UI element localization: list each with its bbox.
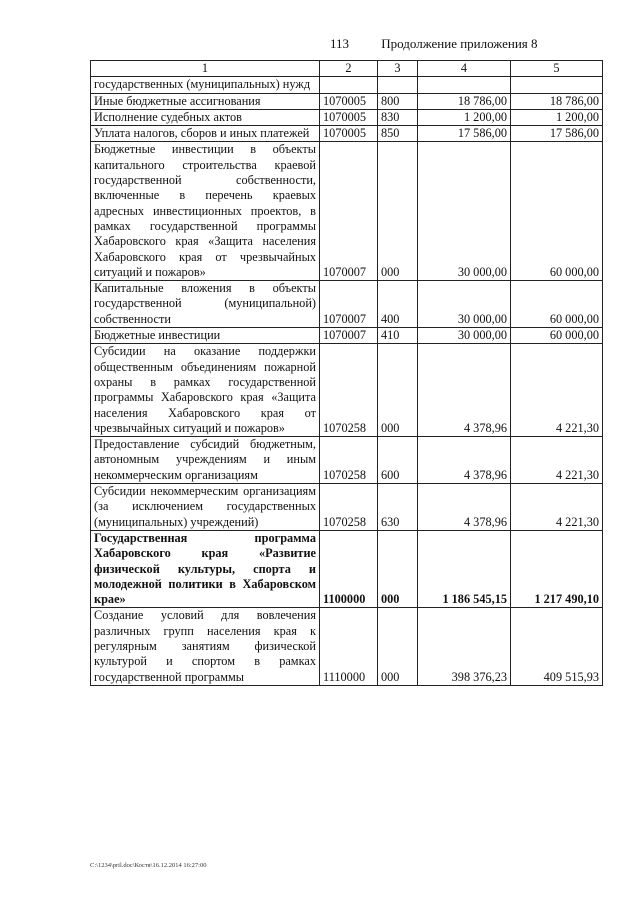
expense-type-cell: 400 [378, 281, 418, 328]
amount-year1-cell: 30 000,00 [418, 142, 511, 281]
item-name-cell: Государственная программа Хабаровского края «Развитие физической культуры, спорта и молодежной политики в Хабаровском крае» [91, 530, 320, 607]
column-header: 5 [511, 61, 603, 77]
amount-year2-cell: 4 221,30 [511, 484, 603, 531]
table-row [91, 281, 603, 328]
amount-year1-cell: 398 376,23 [418, 608, 511, 685]
amount-year1-cell: 4 378,96 [418, 344, 511, 437]
table-row [91, 109, 603, 125]
amount-year2-cell: 60 000,00 [511, 142, 603, 281]
appendix-title: Продолжение приложения 8 [381, 36, 538, 51]
amount-year2-cell: 60 000,00 [511, 281, 603, 328]
table-row [91, 93, 603, 109]
expense-type-cell: 800 [378, 93, 418, 109]
column-header: 4 [418, 61, 511, 77]
item-name-cell: Уплата налогов, сборов и иных платежей [91, 126, 320, 142]
expense-type-cell [378, 77, 418, 93]
item-name-cell: Субсидии на оказание поддержки общественным объединениям пожарной охраны в рамках государственной программы Хабаровского края «Защита населения Хабаровского края от чрезвычайных ситуаций и пожаров» [91, 344, 320, 437]
item-name-cell: Иные бюджетные ассигнования [91, 93, 320, 109]
expense-type-cell: 410 [378, 328, 418, 344]
item-name-cell: Капитальные вложения в объекты государственной (муниципальной) собственности [91, 281, 320, 328]
item-name-cell: Субсидии некоммерческим организациям (за исключением государственных (муниципальных) учреждений) [91, 484, 320, 531]
target-code-cell: 1070007 [320, 328, 378, 344]
amount-year1-cell: 18 786,00 [418, 93, 511, 109]
item-name-cell: Исполнение судебных актов [91, 109, 320, 125]
table-row [91, 126, 603, 142]
budget-table [90, 60, 603, 686]
expense-type-cell: 630 [378, 484, 418, 531]
table-row [91, 77, 603, 93]
item-name-cell: Бюджетные инвестиции [91, 328, 320, 344]
amount-year1-cell: 4 378,96 [418, 484, 511, 531]
column-header: 3 [378, 61, 418, 77]
amount-year1-cell [418, 77, 511, 93]
item-name-cell: Предоставление субсидий бюджетным, автономным учреждениям и иным некоммерческим организациям [91, 437, 320, 484]
file-path-footer: C:\1234\pril.doc\Костя\16.12.2014 16:27:00 [90, 862, 207, 869]
amount-year1-cell: 17 586,00 [418, 126, 511, 142]
expense-type-cell: 850 [378, 126, 418, 142]
amount-year2-cell: 17 586,00 [511, 126, 603, 142]
target-code-cell: 1070258 [320, 344, 378, 437]
amount-year2-cell: 1 217 490,10 [511, 530, 603, 607]
target-code-cell [320, 77, 378, 93]
target-code-cell: 1110000 [320, 608, 378, 685]
table-row [91, 530, 603, 607]
expense-type-cell: 000 [378, 608, 418, 685]
table-row [91, 437, 603, 484]
column-header: 2 [320, 61, 378, 77]
target-code-cell: 1070007 [320, 281, 378, 328]
amount-year1-cell: 4 378,96 [418, 437, 511, 484]
amount-year1-cell: 1 200,00 [418, 109, 511, 125]
amount-year1-cell: 30 000,00 [418, 281, 511, 328]
expense-type-cell: 000 [378, 344, 418, 437]
target-code-cell: 1070258 [320, 484, 378, 531]
table-header-row [91, 61, 603, 77]
amount-year2-cell: 409 515,93 [511, 608, 603, 685]
amount-year1-cell: 1 186 545,15 [418, 530, 511, 607]
amount-year2-cell: 1 200,00 [511, 109, 603, 125]
amount-year2-cell: 4 221,30 [511, 344, 603, 437]
expense-type-cell: 000 [378, 142, 418, 281]
amount-year2-cell: 60 000,00 [511, 328, 603, 344]
column-header: 1 [91, 61, 320, 77]
item-name-cell: государственных (муниципальных) нужд [91, 77, 320, 93]
target-code-cell: 1070005 [320, 126, 378, 142]
page-number: 113 [330, 36, 350, 51]
target-code-cell: 1070005 [320, 109, 378, 125]
table-row [91, 608, 603, 685]
item-name-cell: Бюджетные инвестиции в объекты капитального строительства краевой государственной собственности, включенные в перечень краевых адресных инвестиционных проектов, в рамках государственной программы Хабаровского края «Защита населения Хабаровского края от чрезвычайных ситуаций и пожаров» [91, 142, 320, 281]
amount-year1-cell: 30 000,00 [418, 328, 511, 344]
expense-type-cell: 000 [378, 530, 418, 607]
target-code-cell: 1070007 [320, 142, 378, 281]
target-code-cell: 1070258 [320, 437, 378, 484]
table-row [91, 344, 603, 437]
amount-year2-cell: 18 786,00 [511, 93, 603, 109]
expense-type-cell: 600 [378, 437, 418, 484]
table-row [91, 328, 603, 344]
target-code-cell: 1100000 [320, 530, 378, 607]
item-name-cell: Создание условий для вовлечения различных групп населения края к регулярным занятиям физической культурой и спортом в рамках государственной программы [91, 608, 320, 685]
amount-year2-cell: 4 221,30 [511, 437, 603, 484]
expense-type-cell: 830 [378, 109, 418, 125]
page-header [330, 36, 560, 52]
table-row [91, 142, 603, 281]
table-row [91, 484, 603, 531]
target-code-cell: 1070005 [320, 93, 378, 109]
amount-year2-cell [511, 77, 603, 93]
